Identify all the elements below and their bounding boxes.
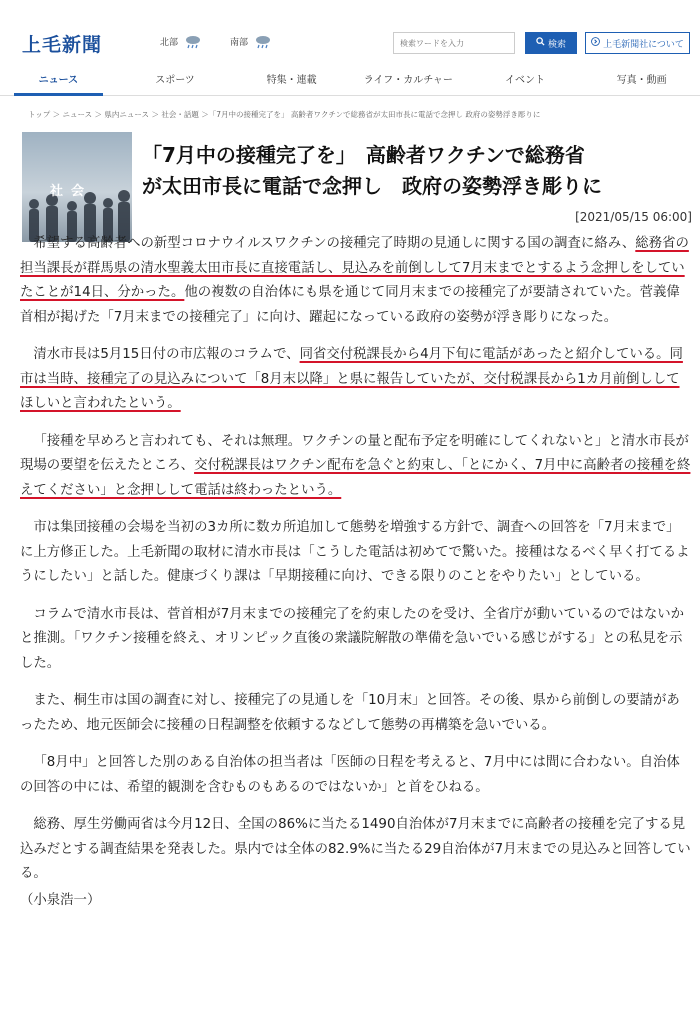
category-thumbnail[interactable]: [22, 132, 132, 242]
paragraph-7: 「8月中」と回答した別のある自治体の担当者は「医師の日程を考えると、7月中には間に合わない。自治体の回答の中には、希望的観測を含むものもあるのではないか」と首をひねる。: [20, 755, 680, 795]
publish-date: [2021/05/15 06:00]: [575, 210, 692, 224]
category-label: 社会: [50, 184, 93, 199]
underlined-text: 同省交付税課長から4月下旬に電話があったと紹介している。同市は当時、接種完了の見込みについて「8月末以降」と県に報告していたが、交付税課長から1カ月前倒ししてほしいと言われたという。: [20, 347, 683, 411]
paragraph-2: [20, 343, 692, 417]
paragraph-4: 市は集団接種の会場を当初の3カ所に数カ所追加して態勢を増強する方針で、調査への回答を「7月末まで」に上方修正した。上毛新聞の取材に清水市長は「こうした電話は初めてで驚いた。接種はなるべく早く打てるようにしたい」と話した。健康づくり課は「早期接種に向け、できる限りのことをやりたい」としている。: [20, 520, 690, 584]
search-button[interactable]: [525, 32, 577, 54]
about-button-label: 上毛新聞社について: [603, 39, 684, 50]
tab-features[interactable]: 特集・連載: [266, 75, 317, 86]
headline-line-1: 「7月中の接種完了を」 高齢者ワクチンで総務省: [142, 143, 585, 167]
main-nav: [0, 68, 700, 96]
tab-life-culture[interactable]: ライフ・カルチャー: [363, 75, 453, 86]
underlined-text: 総務省の担当課長が群馬県の清水聖義太田市長に直接電話し、見込みを前倒しして7月末までとするよう念押しをしていたことが14日、分かった。: [20, 236, 689, 300]
paragraph-3: [20, 430, 692, 504]
tab-news[interactable]: ニュース: [0, 68, 117, 95]
breadcrumb[interactable]: トップ ＞ ニュース ＞ 県内ニュース ＞ 社会・話題 ＞「7月中の接種完了を」 高齢者ワクチンで総務省が太田市長に電話で念押し 政府の姿勢浮き彫りに: [28, 110, 541, 119]
underlined-text: 交付税課長はワクチン配布を急ぐと約束し、「とにかく、7月中に高齢者の接種を終えてください」と念押しして電話は終わったという。: [20, 458, 691, 498]
search-input[interactable]: [393, 32, 515, 54]
site-header: [0, 0, 700, 66]
text-span: 他の複数の自治体にも県を通じて同月末までの接種完了が要請されていた。菅義偉首相が掲げた「7月末までの接種完了」に向け、躍起になっている政府の姿勢が浮き彫りになった。: [20, 285, 680, 325]
search-button-label: 検索: [547, 39, 566, 50]
text-span: 清水市長は5月15日付の市広報のコラムで、: [33, 347, 300, 362]
cloud-rain-icon: [184, 34, 202, 48]
about-company-button[interactable]: [585, 32, 690, 54]
byline: （小泉浩一）: [20, 892, 101, 908]
chevron-right-circle-icon: [591, 37, 600, 49]
cloud-rain-icon: [254, 34, 272, 48]
weather-south[interactable]: [230, 34, 272, 48]
text-span: 「接種を早めろと言われても、それは無理。ワクチンの量と配布予定を明確にしてくれないと」と清水市長が現場の要望を伝えたところ、: [20, 433, 689, 473]
weather-north[interactable]: [160, 34, 202, 48]
article-headline: [142, 140, 694, 202]
tab-photo-video[interactable]: 写真・動画: [616, 75, 667, 86]
search-icon: [536, 37, 545, 49]
weather-region-label: 北部: [160, 37, 179, 48]
tab-sports[interactable]: スポーツ: [155, 75, 195, 86]
text-span: 希望する高齢者への新型コロナウイルスワクチンの接種完了時期の見通しに関する国の調査に絡み、: [33, 236, 636, 251]
weather-region-label: 南部: [230, 37, 249, 48]
paragraph-6: また、桐生市は国の調査に対し、接種完了の見通しを「10月末」と回答。その後、県から前倒しの要請があったため、地元医師会に接種の日程調整を依頼するなどして態勢の再構築を急いでいる。: [20, 693, 680, 733]
headline-line-2: が太田市長に電話で念押し 政府の姿勢浮き彫りに: [142, 174, 602, 198]
paragraph-1: [20, 232, 692, 330]
tab-events[interactable]: イベント: [505, 75, 546, 86]
paragraph-8: 総務、厚生労働両省は今月12日、全国の86%に当たる1490自治体が7月末までに高齢者の接種を完了する見込みだとする調査結果を発表した。県内では全体の82.9%に当たる29自治体が7月末までの見込みと回答している。: [20, 817, 691, 881]
article-body: [20, 232, 692, 926]
paragraph-5: コラムで清水市長は、菅首相が7月末までの接種完了を約束したのを受け、全省庁が動いているのではないかと推測。「ワクチン接種を終え、オリンピック直後の衆議院解散の準備を急いでいる感じがする」との私見を示した。: [20, 606, 684, 671]
site-logo[interactable]: 上毛新聞: [22, 34, 103, 56]
